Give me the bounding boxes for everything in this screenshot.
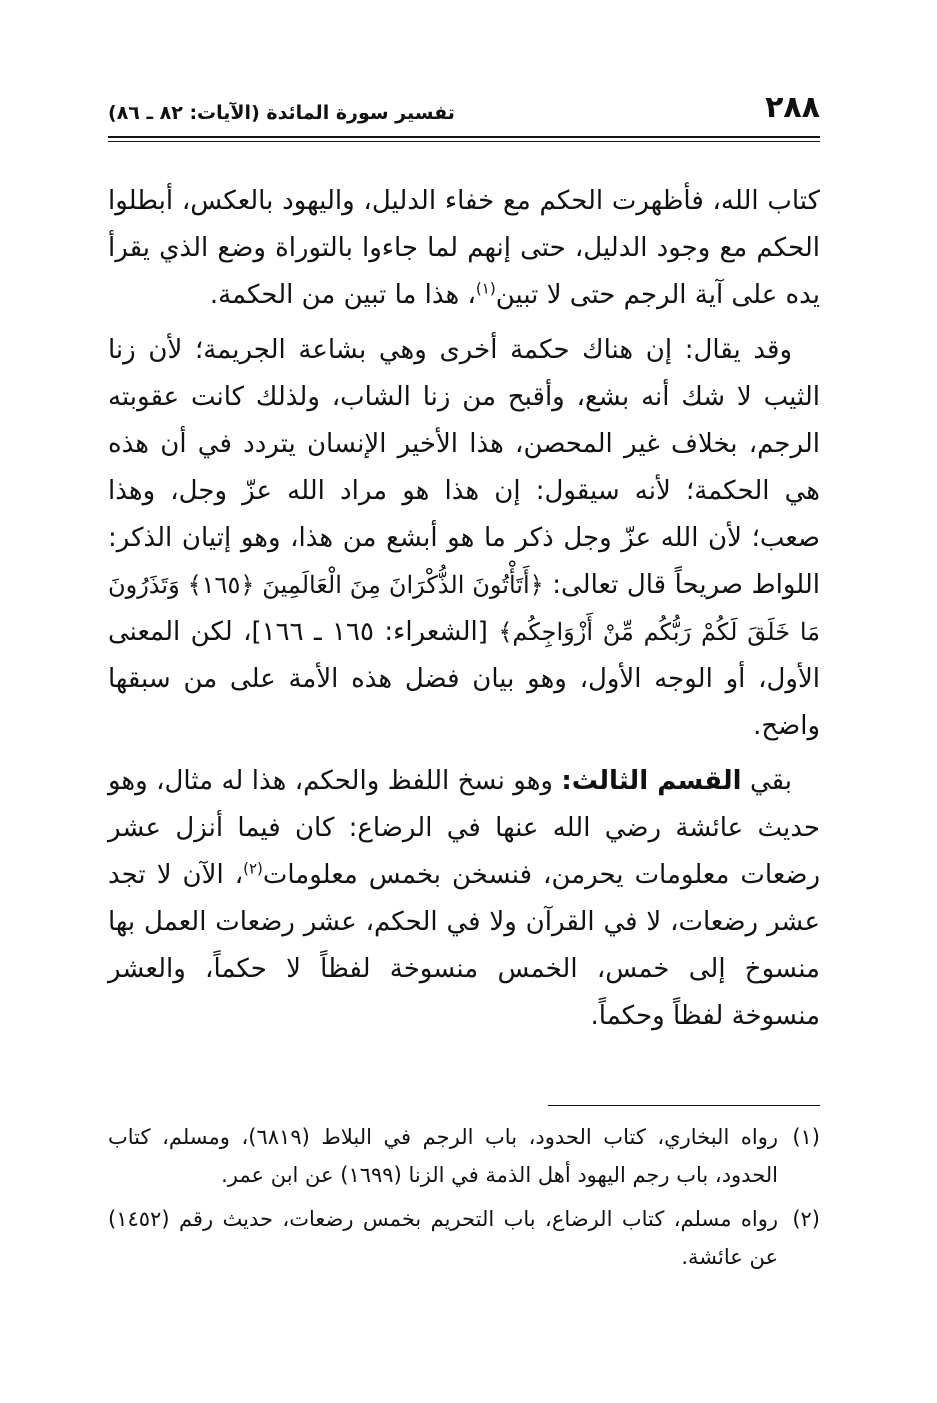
paragraph-3 [108, 758, 820, 1040]
footnote-ref-1: (١) [475, 279, 496, 298]
main-text [108, 178, 820, 1048]
paragraph-1 [108, 178, 820, 319]
footnotes [108, 1118, 820, 1282]
footnote-2 [108, 1200, 820, 1276]
paragraph-3-lead: بقي [749, 766, 792, 796]
footnote-1 [108, 1118, 820, 1194]
paragraph-3-text: وهو نسخ اللفظ والحكم، هذا له مثال، وهو حديث عائشة رضي الله عنها في الرضاع: كان فيما أنزل عشر رضعات معلومات يحرمن، فنسخن بخمس معلومات [108, 766, 820, 890]
section-heading: القسم الثالث: [561, 766, 742, 796]
footnote-text: رواه البخاري، كتاب الحدود، باب الرجم في البلاط (٦٨١٩)، ومسلم، كتاب الحدود، باب رجم اليهود أهل الذمة في الزنا (١٦٩٩) عن ابن عمر. [108, 1125, 778, 1187]
paragraph-1-end: ، هذا ما تبين من الحكمة. [209, 280, 476, 310]
header-rule [108, 136, 820, 138]
page-header [108, 78, 820, 128]
footnote-separator [548, 1105, 820, 1106]
running-title: تفسير سورة المائدة (الآيات: ٨٢ ـ ٨٦) [108, 102, 455, 124]
footnote-ref-2: (٢) [243, 859, 263, 878]
paragraph-2-text: وقد يقال: إن هناك حكمة أخرى وهي بشاعة الجريمة؛ لأن زنا الثيب لا شك أنه بشع، وأقبح من زنا الشاب، ولذلك كانت عقوبته الرجم، بخلاف غير المحصن، هذا الأخير الإنسان يتردد في أن هذه هي الحكمة؛ لأنه سيقول: إن هذا هو مراد الله عزّ وجل، وهذا صعب؛ لأن الله عزّ وجل ذكر ما هو أبشع من هذا، وهو إتيان الذكر: اللواط صريحاً قال تعالى: [108, 335, 820, 600]
footnote-number: (٢) [792, 1207, 820, 1231]
page-number: ٢٨٨ [765, 90, 820, 125]
paragraph-2 [108, 327, 820, 750]
footnote-number: (١) [792, 1125, 820, 1149]
header-rule-thin [108, 141, 820, 142]
quran-verse: ﴿أَتَأْتُونَ الذُّكْرَانَ مِنَ الْعَالَمِينَ ﴿١٦٥﴾ وَتَذَرُونَ مَا خَلَقَ لَكُمْ رَبُّكُم مِّنْ أَزْوَاجِكُم﴾ [108, 571, 821, 646]
paragraph-2-end: [الشعراء: ١٦٥ ـ ١٦٦]، لكن المعنى الأول، أو الوجه الأول، وهو بيان فضل هذه الأمة على من سبقها واضح. [108, 617, 820, 741]
paragraph-3-end: ، الآن لا تجد عشر رضعات، لا في القرآن ولا في الحكم، عشر رضعات العمل بها منسوخ إلى خمس، الخمس منسوخة لفظاً لا حكماً، والعشر منسوخة لفظاً وحكماً. [108, 860, 820, 1031]
paragraph-1-text: كتاب الله، فأظهرت الحكم مع خفاء الدليل، واليهود بالعكس، أبطلوا الحكم مع وجود الدليل، حتى إنهم لما جاءوا بالتوراة وضع الذي يقرأ يده على آية الرجم حتى لا تبين [108, 186, 820, 310]
footnote-text: رواه مسلم، كتاب الرضاع، باب التحريم بخمس رضعات، حديث رقم (١٤٥٢) عن عائشة. [108, 1207, 778, 1269]
